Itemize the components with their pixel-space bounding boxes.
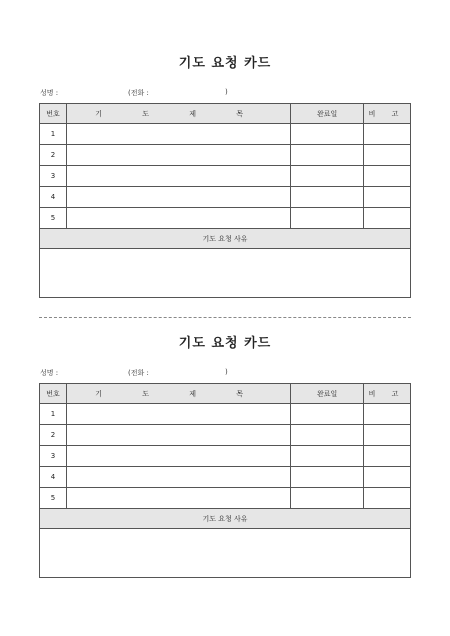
reason-body-row (40, 249, 411, 298)
header-remarks: 비 고 (364, 104, 411, 124)
phone-close: ) (225, 368, 228, 376)
completed-date-cell[interactable] (291, 124, 364, 145)
prayer-title-cell[interactable] (66, 446, 290, 467)
prayer-table (39, 383, 411, 578)
table-row (40, 467, 411, 488)
header-prayer-title: 기 도 제 목 (66, 104, 290, 124)
completed-date-cell[interactable] (291, 488, 364, 509)
row-number: 3 (40, 166, 67, 187)
completed-date-cell[interactable] (291, 208, 364, 229)
prayer-title-cell[interactable] (66, 208, 290, 229)
remarks-cell[interactable] (364, 124, 411, 145)
table-row (40, 446, 411, 467)
table-row (40, 187, 411, 208)
reason-body-row (40, 529, 411, 578)
header-prayer-title: 기 도 제 목 (66, 384, 290, 404)
prayer-title-cell[interactable] (66, 187, 290, 208)
reason-field[interactable] (40, 529, 411, 578)
completed-date-cell[interactable] (291, 187, 364, 208)
completed-date-cell[interactable] (291, 467, 364, 488)
remarks-cell[interactable] (364, 425, 411, 446)
remarks-cell[interactable] (364, 145, 411, 166)
card-title: 기도 요청 카드 (178, 336, 272, 351)
table-row (40, 145, 411, 166)
table-row (40, 124, 411, 145)
header-completed-date: 완료일 (291, 104, 364, 124)
remarks-cell[interactable] (364, 208, 411, 229)
row-number: 2 (40, 425, 67, 446)
remarks-cell[interactable] (364, 467, 411, 488)
prayer-title-cell[interactable] (66, 124, 290, 145)
completed-date-cell[interactable] (291, 425, 364, 446)
card-title: 기도 요청 카드 (178, 56, 272, 71)
row-number: 2 (40, 145, 67, 166)
cut-line (39, 317, 411, 318)
row-number: 4 (40, 187, 67, 208)
reason-header-row (40, 229, 411, 249)
table-row (40, 166, 411, 187)
reason-label: 기도 요청 사유 (40, 229, 411, 249)
row-number: 5 (40, 208, 67, 229)
prayer-title-cell[interactable] (66, 425, 290, 446)
row-number: 3 (40, 446, 67, 467)
table-row (40, 208, 411, 229)
completed-date-cell[interactable] (291, 446, 364, 467)
table-row (40, 404, 411, 425)
name-label: 성명 : (40, 369, 59, 377)
row-number: 5 (40, 488, 67, 509)
header-row (40, 384, 411, 404)
table-row (40, 425, 411, 446)
remarks-cell[interactable] (364, 446, 411, 467)
header-remarks: 비 고 (364, 384, 411, 404)
reason-label: 기도 요청 사유 (40, 509, 411, 529)
header-number: 번호 (40, 384, 67, 404)
prayer-title-cell[interactable] (66, 488, 290, 509)
prayer-table (39, 103, 411, 298)
remarks-cell[interactable] (364, 488, 411, 509)
phone-close: ) (225, 88, 228, 96)
reason-field[interactable] (40, 249, 411, 298)
table-row (40, 488, 411, 509)
remarks-cell[interactable] (364, 404, 411, 425)
name-label: 성명 : (40, 89, 59, 97)
reason-header-row (40, 509, 411, 529)
prayer-title-cell[interactable] (66, 467, 290, 488)
header-completed-date: 완료일 (291, 384, 364, 404)
completed-date-cell[interactable] (291, 145, 364, 166)
remarks-cell[interactable] (364, 166, 411, 187)
remarks-cell[interactable] (364, 187, 411, 208)
completed-date-cell[interactable] (291, 166, 364, 187)
phone-label: (전화 : (128, 369, 149, 377)
completed-date-cell[interactable] (291, 404, 364, 425)
phone-label: (전화 : (128, 89, 149, 97)
row-number: 4 (40, 467, 67, 488)
header-row (40, 104, 411, 124)
row-number: 1 (40, 124, 67, 145)
header-number: 번호 (40, 104, 67, 124)
row-number: 1 (40, 404, 67, 425)
prayer-title-cell[interactable] (66, 166, 290, 187)
prayer-title-cell[interactable] (66, 404, 290, 425)
prayer-title-cell[interactable] (66, 145, 290, 166)
